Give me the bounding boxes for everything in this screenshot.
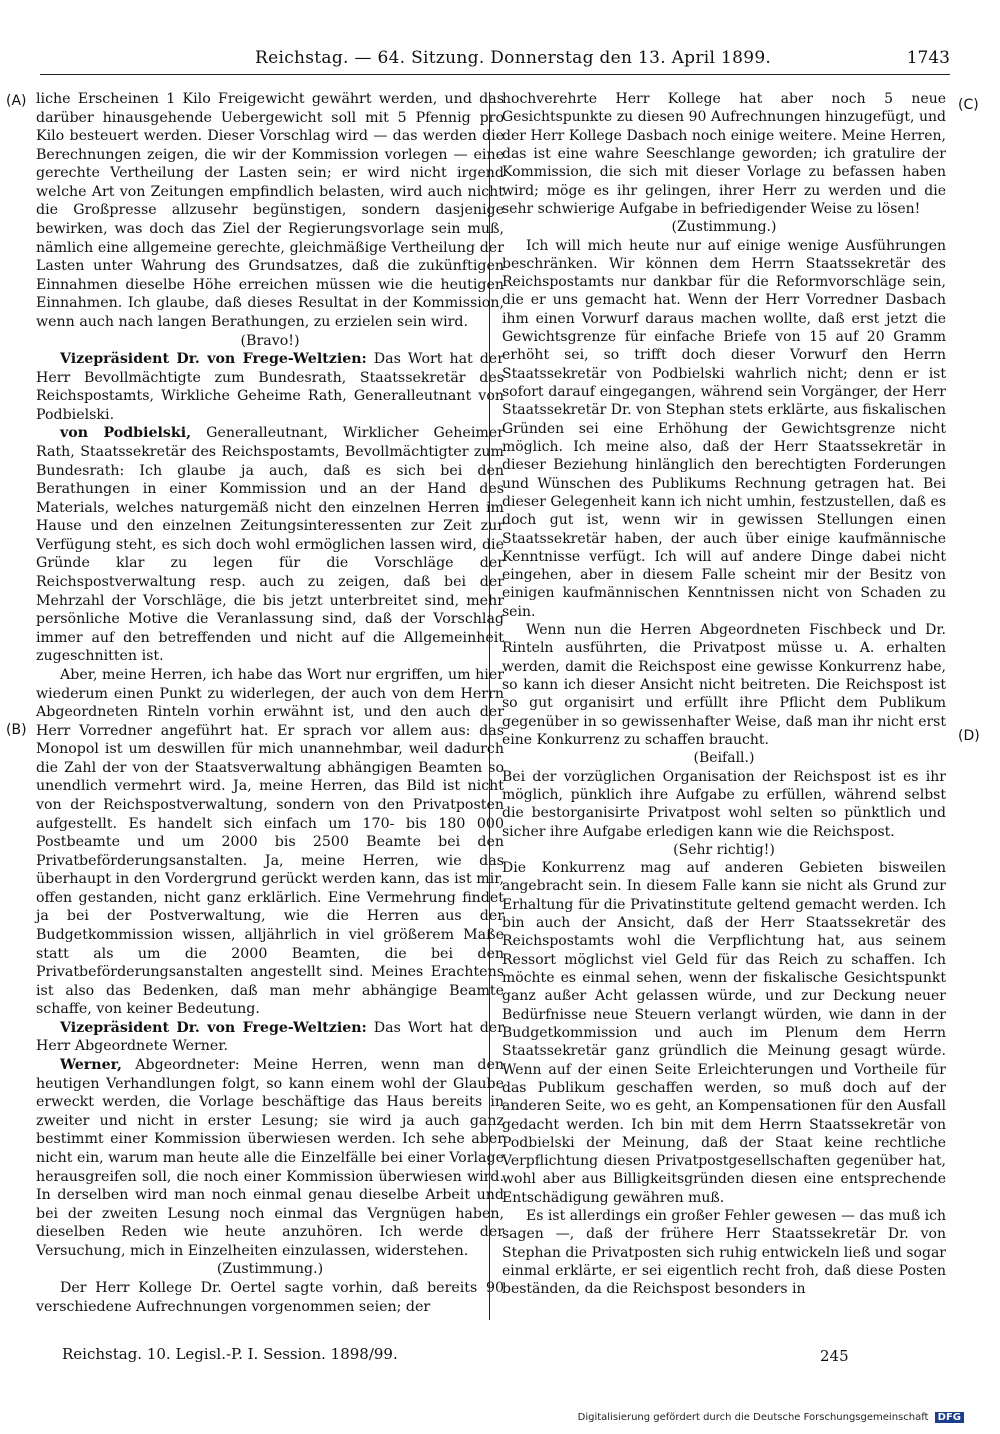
interjection: (Zustimmung.) xyxy=(216,1261,324,1278)
paragraph: Die Konkurrenz mag auf anderen Gebieten bisweilen angebracht sein. In diesem Falle kann sie nicht als Grund zur Erhaltung für die Privatinstitute geltend gemacht werden. Ich bin auch der Ansicht, daß der Herr Staatssekretär des Reichspostamts wohl die Verpflichtung hat, aus seinem Ressort möglichst viel Geld für das Reich zu schaffen. Ich möchte es einmal sehen, wenn der fiskalische Gesichtspunkt ganz außer Acht gelassen würde, und zur Deckung neuer Bedürfnisse neue Steuern verlangt würden, wie dann in der Budgetkommission und auch im Plenum dem Herrn Staatssekretär ganz gründlich die Meinung gesagt würde. Wenn auf der einen Seite Erleichterungen und Vortheile für das Publikum geschaffen werden, so muß doch auf der anderen Seite, wo es geht, an Kompensationen für den Ausfall gedacht werden. Ich bin mit dem Herrn Staatssekretär von Podbielski der Meinung, daß der Staat keine rechtliche Verpflichtung diesen Privatpostgesellschaften gegenüber hat, wohl aber aus Billigkeitsgründen diesen eine entsprechende Entschädigung gewähren muß. xyxy=(502,860,946,1206)
margin-marker-a: (A) xyxy=(6,93,27,109)
page-number: 1743 xyxy=(906,48,950,68)
paragraph: liche Erscheinen 1 Kilo Freigewicht gewährt werden, und das darüber hinausgehende Uebergewicht soll mit 5 Pfennig pro Kilo besteuert werden. Dieser Vorschlag wird — das werden die Berechnungen zeigen, die wir der Kommission vorlegen — eine gerechte Vertheilung der Lasten sein; er wird nicht irgend welche Art von Zeitungen empfindlich belasten, wird auch nicht die Großpresse allzusehr begünstigen, sondern dasjenige bewirken, was doch das Ziel der Regierungsvorlage sein muß, nämlich eine allgemeine gerechte, gleichmäßige Vertheilung der Lasten unter Wahrung des Grundsatzes, daß die zukünftigen Einnahmen dieselbe Höhe erreichen müssen wie die heutigen Einnahmen. Ich glaube, daß dieses Resultat in der Kommission, wenn auch nach langen Berathungen, zu erzielen sein wird. xyxy=(36,91,504,330)
margin-marker-b: (B) xyxy=(6,722,27,738)
speaker-paragraph xyxy=(36,424,504,666)
margin-marker-c: (C) xyxy=(958,97,979,113)
left-column xyxy=(36,90,504,1316)
speaker-name: Vizepräsident Dr. von Frege-Weltzien: xyxy=(60,1019,367,1036)
paragraph: Bei der vorzüglichen Organisation der Reichspost ist es ihr möglich, pünklich ihre Aufgabe zu erfüllen, während selbst die bestorganisirte Privatpost wohl selten so pünktlich und sicher ihre Aufgabe erledigen kann wie die Reichspost. xyxy=(502,768,946,840)
speaker-paragraph xyxy=(36,350,504,424)
interjection: (Sehr richtig!) xyxy=(673,841,775,858)
footer-sheet-number: 245 xyxy=(820,1347,849,1365)
paragraph: Ich will mich heute nur auf einige wenige Ausführungen beschränken. Wir können dem Herrn Staatssekretär des Reichspostamts nur dankbar für die Reformvorschläge sein, die er uns gemacht hat. Wenn der Herr Vorredner Dasbach ihm einen Vorwurf daraus machen wollte, daß erst jetzt die Gewichtsgrenze für einfache Briefe von 15 auf 20 Gramm erhöht sei, so trifft doch dieser Vorwurf den Herrn Staatssekretär von Podbielski wahrlich nicht; denn er ist sofort darauf eingegangen, während sein Vorgänger, der Herr Staatssekretär Dr. von Stephan stets erklärte, aus fiskalischen Gründen sei eine Erhöhung der Gewichtsgrenze nicht möglich. Ich meine also, daß der Herr Staatssekretär in dieser Beziehung hinlänglich den berechtigten Forderungen und Wünschen des Publikums Rechnung getragen hat. Bei dieser Gelegenheit kann ich nicht umhin, festzustellen, daß es doch gut ist, wenn wir in gewissen Stellungen einen Staatssekretär haben, der auch über einige kaufmännische Kenntnisse verfügt. Ich will auf andere Dinge dabei nicht eingehen, aber in diesem Falle scheint mir der Besitz von einigen kaufmännischen Kenntnissen nicht von Schaden zu sein. xyxy=(502,237,946,620)
interjection: (Zustimmung.) xyxy=(671,219,777,236)
right-column xyxy=(502,90,946,1299)
speaker-paragraph xyxy=(36,1056,504,1260)
dfg-logo: DFG xyxy=(935,1412,964,1423)
speech-text: Das Wort hat der Herr Abgeordnete Werner. xyxy=(36,1019,504,1055)
page-header xyxy=(40,44,950,75)
paragraph: Aber, meine Herren, ich habe das Wort nur ergriffen, um hier wiederum einen Punkt zu widerlegen, der auch von dem Herrn Abgeordneten Rinteln vorhin erwähnt ist, und den auch der Herr Vorredner angeführt hat. Er sprach vor allem aus: das Monopol ist um deswillen für mich unannehmbar, weil dadurch die Zahl der von der Staatsverwaltung abhängigen Beamten so unendlich vermehrt wird. Ja, meine Herren, das Bild ist nicht von der Reichspostverwaltung, sondern von den Privatposten aufgestellt. Es handelt sich einfach um 170- bis 180 000 Postbeamte und um 2000 bis 2500 Beamte bei den Privatbeförderungsanstalten. Ja, meine Herren, wie das überhaupt in den Vordergrund gerückt werden kann, das ist mir, offen gestanden, nicht ganz erklärlich. Eine Vermehrung findet ja bei der Postverwaltung, wie die Herren aus der Budgetkommission wissen, alljährlich in viel größerem Maße statt als um die 2000 Beamten, die bei den Privatbeförderungsanstalten angestellt sind. Meines Erachtens ist also das Bedenken, daß man mehr abhängige Beamte schaffe, von keiner Bedeutung. xyxy=(36,666,504,1018)
footer-session: Reichstag. 10. Legisl.-P. I. Session. 1898/99. xyxy=(62,1345,398,1363)
paragraph: Der Herr Kollege Dr. Oertel sagte vorhin, daß bereits 90 verschiedene Aufrechnungen vorgenommen seien; der xyxy=(36,1280,504,1315)
paragraph: hochverehrte Herr Kollege hat aber noch 5 neue Gesichtspunkte zu diesen 90 Aufrechnungen hinzugefügt, und der Herr Kollege Dasbach noch einige weitere. Meine Herren, das ist eine wahre Seeschlange geworden; ich gratulire der Kommission, die sich mit dieser Vorlage zu befassen haben wird; möge es ihr gelingen, ihrer Herr zu werden und die sehr schwierige Aufgabe in befriedigender Weise zu lösen! xyxy=(502,91,946,217)
column-divider xyxy=(489,92,490,1320)
interjection: (Bravo!) xyxy=(240,332,300,349)
margin-marker-d: (D) xyxy=(958,728,980,744)
speech-text: Generalleutnant, Wirklicher Geheimer Rath, Staatssekretär des Reichspostamts, Bevollmächtigter zum Bundesrath: Ich glaube ja auch, daß es sich bei den Berathungen in einer Kommission und an der Hand des Materials, welches naturgemäß nicht den einzelnen Herren im Hause und den einzelnen Zeitungsinteressenten zur Zeit zur Verfügung steht, es sich doch wohl ermöglichen lassen wird, die Gründe klar zu legen für die Vorschläge der Reichspostverwaltung resp. auch zu zeigen, daß bei der Mehrzahl der Vorschläge, die bis jetzt unterbreitet sind, mehr persönliche Motive die Veranlassung sind, daß der Vorschlag immer auf den betreffenden und nicht auf die Allgemeinheit zugeschnitten ist. xyxy=(36,425,504,665)
credit-text: Digitalisierung gefördert durch die Deutsche Forschungsgemeinschaft xyxy=(577,1412,929,1423)
speaker-paragraph xyxy=(36,1019,504,1056)
digitization-credit xyxy=(578,1412,964,1423)
speaker-name: von Podbielski, xyxy=(60,425,192,442)
speech-text: Das Wort hat der Herr Bevollmächtigte zum Bundesrath, Staatssekretär des Reichspostamts, Wirkliche Geheime Rath, Generalleutnant von Podbielski. xyxy=(36,351,504,423)
speaker-name: Werner, xyxy=(60,1057,122,1074)
paragraph: Es ist allerdings ein großer Fehler gewesen — das muß ich sagen —, daß der frühere Herr Staatssekretär Dr. von Stephan die Privatposten sich ruhig entwickeln ließ und sogar einmal erklärte, er sei eigentlich recht froh, daß diese Posten beständen, da die Reichspost besonders in xyxy=(502,1208,946,1298)
header-title: Reichstag. — 64. Sitzung. Donnerstag den 13. April 1899. xyxy=(255,48,772,68)
interjection: (Beifall.) xyxy=(693,750,755,767)
speech-text: Abgeordneter: Meine Herren, wenn man den heutigen Verhandlungen folgt, so kann einem wohl der Glaube erweckt werden, die Vorlage beschäftige das Haus bereits in zweiter und nicht in erster Lesung; sie wird ja auch ganz bestimmt einer Kommission überwiesen werden. Ich sehe aber nicht ein, warum man heute alle die Einzelfälle bei einer Vorlage herausgreifen soll, die noch einer Kommission überwiesen wird. In derselben wird man noch einmal genau dieselbe Arbeit und bei der zweiten Lesung noch einmal das Vergnügen haben, dieselben Reden wie heute anzuhören. Ich werde der Versuchung, mich in Einzelheiten einzulassen, widerstehen. xyxy=(36,1057,504,1259)
paragraph: Wenn nun die Herren Abgeordneten Fischbeck und Dr. Rinteln ausführten, die Privatpost müsse u. A. erhalten werden, damit die Reichspost eine gewisse Konkurrenz habe, so kann ich dieser Ansicht nicht beitreten. Die Reichspost ist so gut organisirt und erfüllt ihre Pflicht dem Publikum gegenüber in so gewissenhafter Weise, daß man ihr nicht erst eine Konkurrenz zu schaffen braucht. xyxy=(502,622,946,748)
speaker-name: Vizepräsident Dr. von Frege-Weltzien: xyxy=(60,351,367,368)
